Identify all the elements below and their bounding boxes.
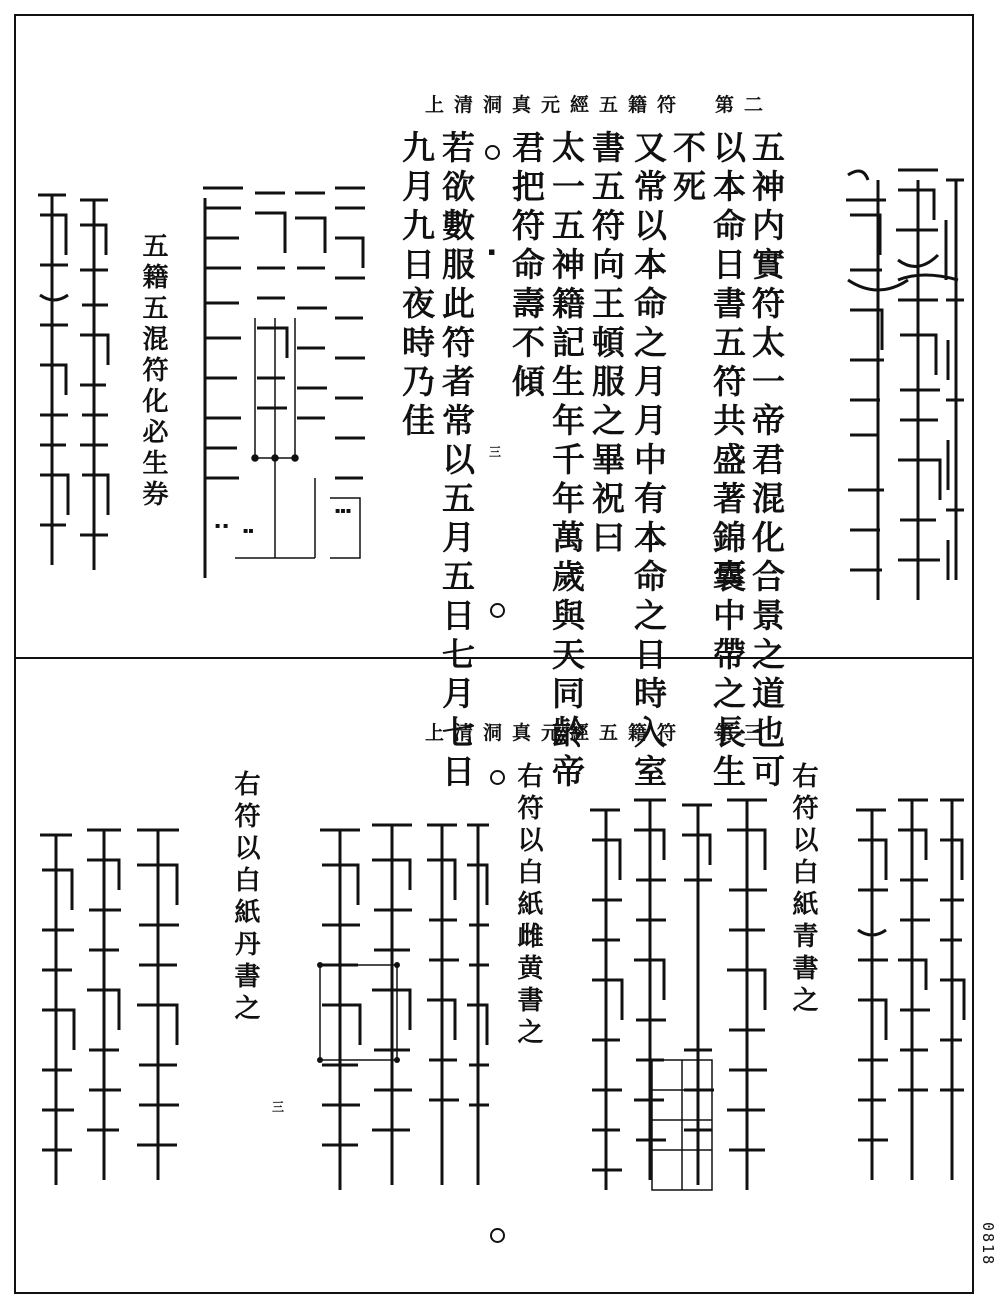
talisman-seal-lower-4-icon: [32, 820, 192, 1190]
circle-mark: [490, 603, 505, 618]
upper-text-column-3: 不死: [668, 130, 707, 208]
marginal-mark: ▪: [488, 245, 496, 258]
svg-text:▪ ▪: ▪ ▪: [215, 521, 229, 530]
lower-header: 上清洞真元經五籍符 第三: [425, 722, 774, 744]
talisman-seal-large-icon: [838, 160, 968, 620]
talisman-diagram-icon: [195, 178, 370, 598]
lower-caption-1: 右符以白紙青書之: [788, 762, 818, 1018]
page-number: [978, 1222, 996, 1266]
talisman-seal-lower-3-icon: [312, 815, 492, 1195]
svg-text:▪▪: ▪▪: [243, 526, 254, 535]
talisman-seal-left-icon: [30, 185, 115, 585]
page-number-text: 0818: [979, 1222, 997, 1267]
upper-marginal-note: 三: [489, 445, 502, 459]
lower-caption-3: 右符以白紙丹書之: [230, 770, 260, 1026]
upper-text-column-2: 以本命日書五符共盛著錦囊中帶之長生: [708, 130, 747, 793]
upper-talisman-caption: 五籍五混符化必生券: [138, 232, 168, 511]
lower-marginal-note: 三: [272, 1100, 285, 1114]
upper-text-column-9: 九月九日夜時乃佳: [397, 130, 436, 442]
upper-text-column-7: 君把符命壽不傾: [507, 130, 546, 403]
lower-caption-2: 右符以白紙雌黄書之: [513, 762, 543, 1050]
upper-text-column-5: 書五符向王頓服之畢祝曰: [587, 130, 626, 559]
talisman-seal-lower-1-icon: [848, 790, 968, 1190]
talisman-seal-lower-2-icon: [582, 790, 777, 1200]
circle-mark: [490, 770, 505, 785]
upper-header: 上清洞真元經五籍符 第二: [425, 94, 774, 116]
svg-text:▪▪▪: ▪▪▪: [335, 506, 352, 515]
circle-mark: [485, 145, 500, 160]
upper-text-column-8: 若欲數服此符者常以五月五日七月七日: [437, 130, 476, 793]
page-divider: [14, 657, 974, 659]
upper-text-column-4: 又常以本命之月月中有本命之日時入室: [629, 130, 668, 793]
upper-text-column-6: 太一五神籍記生年千年萬歲與天同齡帝: [547, 130, 586, 793]
upper-text-column-1: 五神内實符太一帝君混化合景之道也可: [747, 130, 786, 793]
circle-mark: [490, 1228, 505, 1243]
